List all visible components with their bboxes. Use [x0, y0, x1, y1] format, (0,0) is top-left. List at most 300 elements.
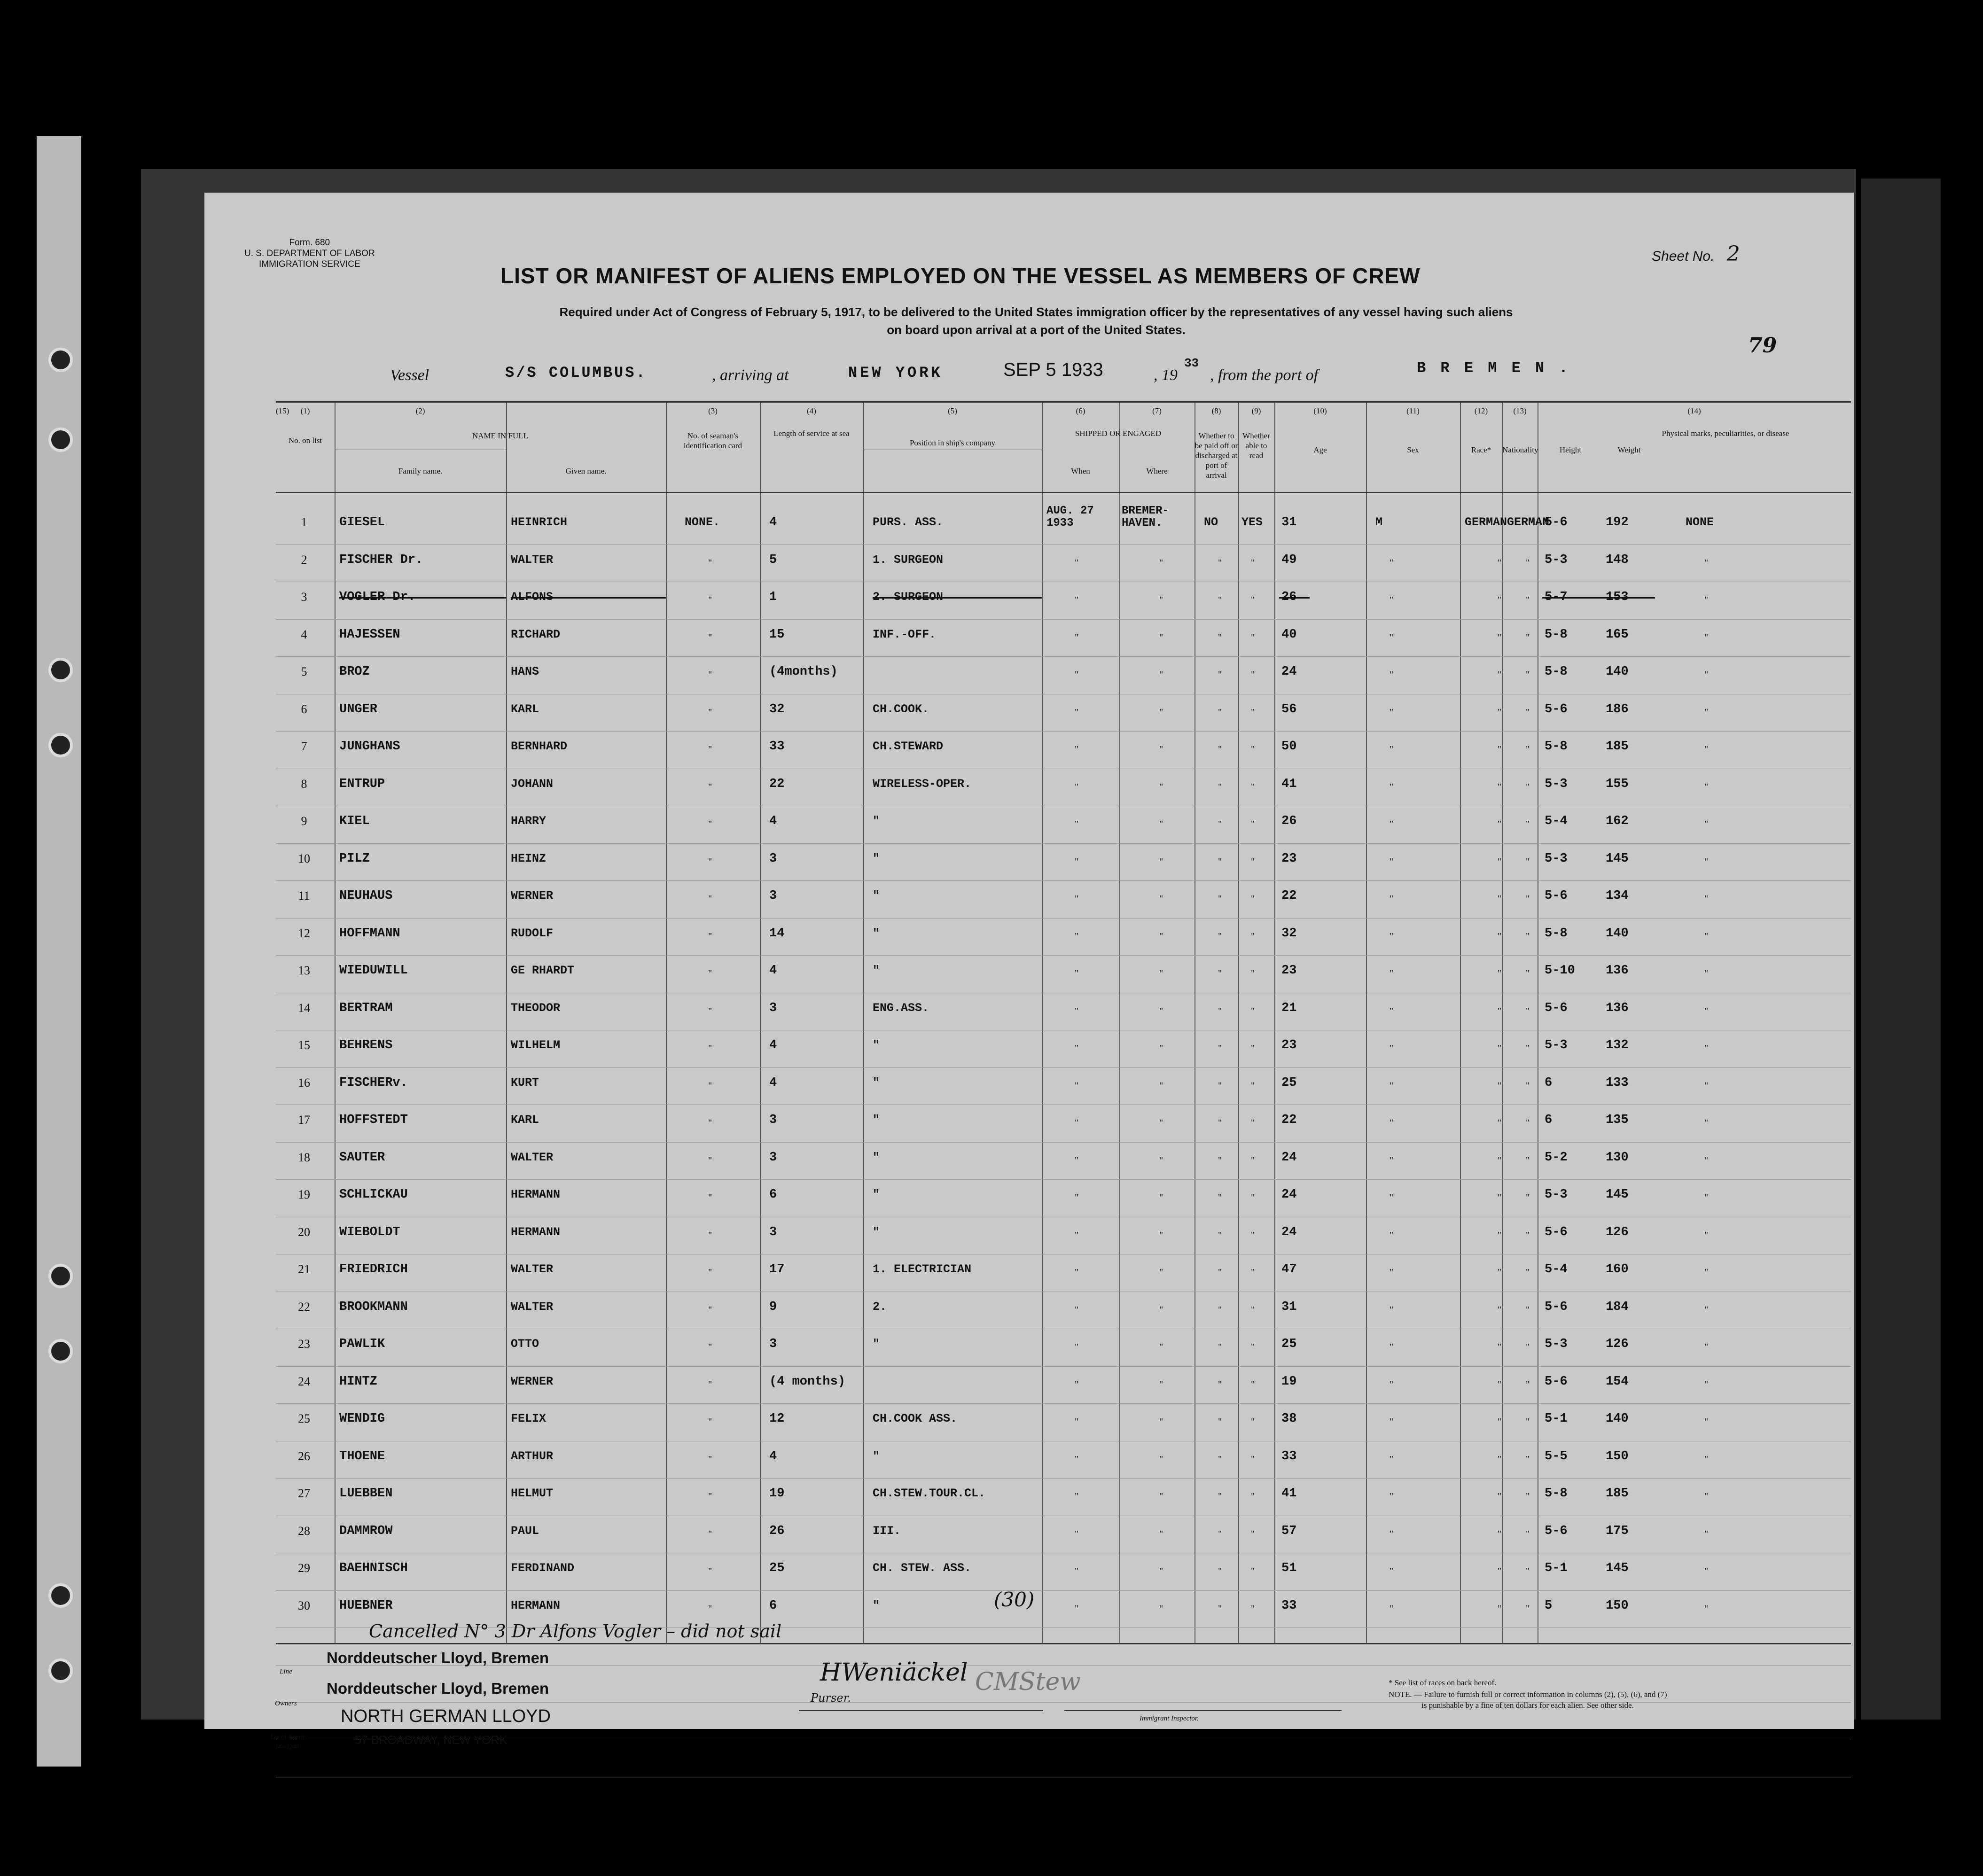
nationality-ditto: " — [1526, 1566, 1530, 1576]
arriving-label: , arriving at — [712, 366, 789, 384]
when-ditto: " — [1075, 1454, 1079, 1464]
weight: 133 — [1606, 1075, 1629, 1090]
family-name: GIESEL — [339, 515, 385, 529]
row-number: 3 — [301, 590, 307, 604]
height: 5-2 — [1545, 1150, 1568, 1165]
service-length: 3 — [769, 1113, 777, 1127]
when-ditto: " — [1075, 1118, 1079, 1128]
family-name: THOENE — [339, 1449, 385, 1463]
family-name: FRIEDRICH — [339, 1262, 408, 1277]
binder-strip — [37, 136, 81, 1767]
strike-through-line — [873, 597, 1042, 599]
service-length: (4months) — [769, 665, 838, 679]
physical-ditto: " — [1704, 968, 1709, 979]
nationality-ditto: " — [1526, 1417, 1530, 1427]
given-name: HERMANN — [511, 1225, 561, 1239]
given-name: HERMANN — [511, 1188, 561, 1201]
seaman-id-ditto: " — [708, 1454, 712, 1464]
seaman-id-ditto: " — [708, 1155, 712, 1166]
row-rule — [276, 918, 1851, 919]
seaman-id-ditto: " — [708, 856, 712, 867]
row-number: 4 — [301, 627, 307, 641]
read-ditto: " — [1251, 669, 1255, 680]
vessel-label: Vessel — [390, 366, 429, 384]
when-ditto: " — [1075, 1304, 1079, 1315]
age: 32 — [1281, 926, 1297, 941]
able-to-read: YES — [1241, 515, 1263, 529]
weight: 186 — [1606, 702, 1629, 716]
row-number: 6 — [301, 702, 307, 716]
row-rule — [276, 843, 1851, 844]
where-ditto: " — [1159, 1603, 1163, 1614]
read-ditto: " — [1251, 1118, 1255, 1128]
column-number: (10) — [1313, 406, 1327, 415]
read-ditto: " — [1251, 1566, 1255, 1576]
weight: 126 — [1606, 1225, 1629, 1239]
sex-ditto: " — [1390, 1005, 1394, 1016]
weight: 148 — [1606, 553, 1629, 567]
read-ditto: " — [1251, 1491, 1255, 1502]
race-ditto: " — [1498, 819, 1502, 829]
page-title: LIST OR MANIFEST OF ALIENS EMPLOYED ON THE VESSEL AS MEMBERS OF CREW — [500, 264, 1421, 288]
weight: 134 — [1606, 889, 1629, 903]
column-header-name: NAME IN FULL — [472, 431, 528, 440]
sex-ditto: " — [1390, 1379, 1394, 1390]
paid-off-ditto: " — [1218, 1118, 1222, 1128]
column-header-where: Where — [1146, 467, 1168, 475]
paid-off-ditto: " — [1218, 669, 1222, 680]
sex-ditto: " — [1390, 1454, 1394, 1464]
family-name: BROZ — [339, 665, 370, 679]
service-length: 6 — [769, 1188, 777, 1202]
column-divider — [1502, 403, 1503, 1643]
race-ditto: " — [1498, 1566, 1502, 1576]
age: 56 — [1281, 702, 1297, 716]
seaman-id-ditto: " — [708, 819, 712, 829]
given-name: OTTO — [511, 1337, 539, 1351]
family-name: HINTZ — [339, 1374, 378, 1389]
paid-off-ditto: " — [1218, 1043, 1222, 1053]
column-number: (6) — [1076, 406, 1085, 415]
binder-hole — [48, 658, 73, 682]
height: 6 — [1545, 1113, 1553, 1127]
family-name: WENDIG — [339, 1412, 385, 1426]
background-sheet-right — [1861, 179, 1941, 1720]
read-ditto: " — [1251, 856, 1255, 867]
when-ditto: " — [1075, 856, 1079, 867]
weight: 185 — [1606, 1487, 1629, 1501]
read-ditto: " — [1251, 632, 1255, 643]
service-length: 3 — [769, 1001, 777, 1015]
race: GERMAN — [1465, 515, 1507, 529]
page-subtitle — [355, 303, 1718, 339]
purser-signature: HWeniäckel — [820, 1658, 968, 1687]
given-name: GE RHARDT — [511, 964, 575, 977]
nationality-ditto: " — [1526, 669, 1530, 680]
strike-through-line — [339, 597, 506, 599]
weight: 160 — [1606, 1262, 1629, 1277]
when-ditto: " — [1075, 931, 1079, 942]
when-ditto: " — [1075, 894, 1079, 904]
read-ditto: " — [1251, 1005, 1255, 1016]
read-ditto: " — [1251, 1342, 1255, 1352]
height: 5-3 — [1545, 553, 1568, 567]
when-ditto: " — [1075, 669, 1079, 680]
family-name: KIEL — [339, 814, 370, 828]
read-ditto: " — [1251, 1267, 1255, 1277]
subtitle-line-2: on board upon arrival at a port of the United States. — [887, 323, 1186, 337]
sex-ditto: " — [1390, 1080, 1394, 1091]
where-ditto: " — [1159, 632, 1163, 643]
height: 5-6 — [1545, 515, 1568, 529]
given-name: WALTER — [511, 1300, 554, 1314]
age: 23 — [1281, 964, 1297, 978]
physical-ditto: " — [1704, 1528, 1709, 1539]
position: ENG.ASS. — [873, 1001, 929, 1015]
column-header-nationality: Nationality — [1502, 445, 1538, 454]
weight: 145 — [1606, 1561, 1629, 1575]
read-ditto: " — [1251, 707, 1255, 717]
seaman-id-ditto: " — [708, 1491, 712, 1502]
when-ditto: " — [1075, 1155, 1079, 1166]
crew-table — [276, 401, 1851, 1644]
where-ditto: " — [1159, 557, 1163, 568]
column-divider — [666, 403, 667, 1643]
column-header-age: Age — [1313, 445, 1327, 454]
paid-off-ditto: " — [1218, 1603, 1222, 1614]
height: 5-3 — [1545, 777, 1568, 791]
where-ditto: " — [1159, 819, 1163, 829]
service-length: 1 — [769, 590, 777, 604]
where-ditto: " — [1159, 1417, 1163, 1427]
age: 21 — [1281, 1001, 1297, 1015]
read-ditto: " — [1251, 931, 1255, 942]
weight: 165 — [1606, 627, 1629, 642]
paid-off-ditto: " — [1218, 931, 1222, 942]
column-header-sex: Sex — [1407, 445, 1419, 454]
column-header-weight: Weight — [1617, 445, 1641, 454]
age: 23 — [1281, 851, 1297, 866]
seaman-id-ditto: " — [708, 632, 712, 643]
age: 24 — [1281, 1225, 1297, 1239]
inspector-line — [1064, 1710, 1342, 1711]
seaman-id-ditto: " — [708, 1005, 712, 1016]
given-name: PAUL — [511, 1524, 539, 1538]
weight: 155 — [1606, 777, 1629, 791]
row-rule — [276, 731, 1851, 732]
row-number: 13 — [298, 964, 310, 977]
when-ditto: " — [1075, 1043, 1079, 1053]
position: " — [873, 1598, 880, 1612]
given-name: WERNER — [511, 889, 554, 903]
height: 5-3 — [1545, 1038, 1568, 1052]
when-ditto: " — [1075, 968, 1079, 979]
row-number: 29 — [298, 1561, 310, 1575]
column-divider — [506, 403, 507, 1643]
service-length: 3 — [769, 851, 777, 866]
sex-ditto: " — [1390, 1230, 1394, 1240]
position: WIRELESS-OPER. — [873, 777, 972, 791]
seaman-id-ditto: " — [708, 1528, 712, 1539]
sex-ditto: " — [1390, 968, 1394, 979]
nationality-ditto: " — [1526, 595, 1530, 605]
paid-off-ditto: " — [1218, 1491, 1222, 1502]
row-number: 20 — [298, 1225, 310, 1239]
weight: 126 — [1606, 1337, 1629, 1351]
height: 5-4 — [1545, 814, 1568, 828]
age: 50 — [1281, 740, 1297, 754]
column-header-given: Given name. — [565, 467, 607, 475]
row-number: 5 — [301, 665, 307, 678]
where-ditto: " — [1159, 1491, 1163, 1502]
nationality-ditto: " — [1526, 744, 1530, 755]
row-number: 1 — [301, 515, 307, 529]
row-number: 9 — [301, 814, 307, 828]
sex-ditto: " — [1390, 1491, 1394, 1502]
seaman-id-ditto: " — [708, 1566, 712, 1576]
age: 49 — [1281, 553, 1297, 567]
where-ditto: " — [1159, 1155, 1163, 1166]
nationality-ditto: " — [1526, 1454, 1530, 1464]
nationality-ditto: " — [1526, 1192, 1530, 1203]
service-length: 17 — [769, 1262, 785, 1277]
service-length: 3 — [769, 1150, 777, 1165]
age: 25 — [1281, 1337, 1297, 1351]
sex-ditto: " — [1390, 1155, 1394, 1166]
family-name: HOFFMANN — [339, 926, 400, 941]
row-number: 14 — [298, 1001, 310, 1015]
weight: 145 — [1606, 1188, 1629, 1202]
paid-off-ditto: " — [1218, 1230, 1222, 1240]
sex-ditto: " — [1390, 1267, 1394, 1277]
read-ditto: " — [1251, 744, 1255, 755]
paid-off-ditto: " — [1218, 819, 1222, 829]
row-number: 7 — [301, 740, 307, 753]
year-value: 33 — [1184, 356, 1199, 370]
weight: 154 — [1606, 1374, 1629, 1389]
paid-off-ditto: " — [1218, 632, 1222, 643]
race-ditto: " — [1498, 1304, 1502, 1315]
column-header-race: Race* — [1471, 445, 1491, 454]
vessel-name: S/S COLUMBUS. — [505, 364, 647, 381]
purser-title: Purser. — [811, 1691, 851, 1705]
row-number: 16 — [298, 1075, 310, 1090]
when-ditto: " — [1075, 1005, 1079, 1016]
where-ditto: " — [1159, 1230, 1163, 1240]
seaman-id-ditto: " — [708, 1043, 712, 1053]
height: 5-8 — [1545, 926, 1568, 941]
height: 5-8 — [1545, 740, 1568, 754]
paid-off-ditto: " — [1218, 1155, 1222, 1166]
height: 5-6 — [1545, 889, 1568, 903]
race-ditto: " — [1498, 744, 1502, 755]
physical-ditto: " — [1704, 1342, 1709, 1352]
family-name: UNGER — [339, 702, 378, 716]
seaman-id-ditto: " — [708, 894, 712, 904]
agents-name: NORTH GERMAN LLOYD — [341, 1706, 551, 1726]
age: 38 — [1281, 1412, 1297, 1426]
service-length: 5 — [769, 553, 777, 567]
height: 5-6 — [1545, 1225, 1568, 1239]
given-name: RICHARD — [511, 627, 561, 641]
family-name: BAEHNISCH — [339, 1561, 408, 1575]
seaman-id-ditto: " — [708, 1118, 712, 1128]
given-name: KARL — [511, 702, 539, 716]
height: 5-6 — [1545, 1374, 1568, 1389]
form-identifier — [244, 237, 375, 270]
sex-ditto: " — [1390, 894, 1394, 904]
paid-off-ditto: " — [1218, 557, 1222, 568]
family-name: BERTRAM — [339, 1001, 393, 1015]
family-name: FISCHER Dr. — [339, 553, 423, 567]
paid-off-ditto: " — [1218, 968, 1222, 979]
height: 5-8 — [1545, 665, 1568, 679]
sex-ditto: " — [1390, 707, 1394, 717]
age: 24 — [1281, 1150, 1297, 1165]
row-rule — [276, 1142, 1851, 1143]
row-rule — [276, 955, 1851, 956]
service-length: 26 — [769, 1524, 785, 1538]
weight: 145 — [1606, 851, 1629, 866]
column-number: (12) — [1474, 406, 1488, 415]
strike-through-line — [1279, 597, 1310, 599]
sheet-number-label — [1652, 242, 1740, 266]
race-ditto: " — [1498, 781, 1502, 792]
seaman-id-ditto: " — [708, 931, 712, 942]
seaman-id-ditto: " — [708, 744, 712, 755]
paid-off-ditto: " — [1218, 1379, 1222, 1390]
nationality-ditto: " — [1526, 1267, 1530, 1277]
family-name: FISCHERv. — [339, 1075, 408, 1090]
age: 41 — [1281, 777, 1297, 791]
read-ditto: " — [1251, 1080, 1255, 1091]
binder-hole — [48, 1339, 73, 1363]
given-name: HEINRICH — [511, 515, 568, 529]
subtitle-line-1: Required under Act of Congress of February 5, 1917, to be delivered to the United States immigration officer by the representatives of any vessel having such aliens — [559, 305, 1513, 319]
age: 40 — [1281, 627, 1297, 642]
column-number: (1) — [300, 406, 310, 415]
height: 5-1 — [1545, 1561, 1568, 1575]
nationality-ditto: " — [1526, 1379, 1530, 1390]
seaman-id: NONE. — [685, 515, 720, 529]
column-divider — [1460, 403, 1461, 1643]
nationality-ditto: " — [1526, 1005, 1530, 1016]
height: 5-6 — [1545, 702, 1568, 716]
row-number: 17 — [298, 1113, 310, 1127]
age: 31 — [1281, 1300, 1297, 1314]
binder-hole — [48, 1264, 73, 1288]
position: CH.COOK ASS. — [873, 1412, 958, 1425]
sex-ditto: " — [1390, 1528, 1394, 1539]
column-divider — [760, 403, 761, 1643]
agents-address: 57 BROADWAY, NEW YORK — [355, 1734, 507, 1747]
column-header-no: No. on list — [288, 436, 322, 445]
row-rule — [276, 1590, 1851, 1591]
weight: 162 — [1606, 814, 1629, 828]
race-ditto: " — [1498, 669, 1502, 680]
service-length: 6 — [769, 1598, 777, 1613]
family-name: JUNGHANS — [339, 740, 400, 754]
age: 51 — [1281, 1561, 1297, 1575]
read-ditto: " — [1251, 557, 1255, 568]
when-ditto: " — [1075, 1566, 1079, 1576]
strike-through-line — [511, 597, 666, 599]
height: 5-4 — [1545, 1262, 1568, 1277]
weight: 184 — [1606, 1300, 1629, 1314]
family-name: PILZ — [339, 851, 370, 866]
shipped-when: AUG. 27 1933 — [1046, 505, 1094, 529]
given-name: HELMUT — [511, 1487, 554, 1500]
service-name: IMMIGRATION SERVICE — [258, 259, 360, 269]
row-rule — [276, 1403, 1851, 1404]
seaman-id-ditto: " — [708, 1379, 712, 1390]
row-number: 26 — [298, 1449, 310, 1463]
physical-ditto: " — [1704, 1304, 1709, 1315]
given-name: WILHELM — [511, 1038, 561, 1052]
when-ditto: " — [1075, 781, 1079, 792]
family-name: PAWLIK — [339, 1337, 385, 1351]
given-name: FELIX — [511, 1412, 546, 1425]
given-name: WALTER — [511, 553, 554, 567]
where-ditto: " — [1159, 894, 1163, 904]
arriving-port: NEW YORK — [848, 364, 943, 381]
sex-ditto: " — [1390, 744, 1394, 755]
when-ditto: " — [1075, 1192, 1079, 1203]
seaman-id-ditto: " — [708, 1342, 712, 1352]
row-number: 25 — [298, 1412, 310, 1425]
sex-ditto: " — [1390, 1417, 1394, 1427]
age: 33 — [1281, 1598, 1297, 1613]
paid-off-ditto: " — [1218, 1342, 1222, 1352]
seaman-id-ditto: " — [708, 781, 712, 792]
physical-ditto: " — [1704, 1118, 1709, 1128]
service-length: 3 — [769, 1225, 777, 1239]
column-header-physical: Physical marks, peculiarities, or disease — [1662, 429, 1789, 438]
physical-ditto: " — [1704, 595, 1709, 605]
nationality-ditto: " — [1526, 856, 1530, 867]
column-number: (3) — [708, 406, 718, 415]
nationality: GERMAN — [1507, 515, 1550, 529]
age: 26 — [1281, 814, 1297, 828]
row-rule — [276, 1478, 1851, 1479]
age: 57 — [1281, 1524, 1297, 1538]
sex-ditto: " — [1390, 1304, 1394, 1315]
service-length: 12 — [769, 1412, 785, 1426]
read-ditto: " — [1251, 1528, 1255, 1539]
physical-ditto: " — [1704, 632, 1709, 643]
weight: 136 — [1606, 964, 1629, 978]
paid-off: NO — [1204, 515, 1218, 529]
row-number: 30 — [298, 1598, 310, 1612]
nationality-ditto: " — [1526, 1342, 1530, 1352]
weight: 153 — [1606, 590, 1629, 604]
paid-off-ditto: " — [1218, 707, 1222, 717]
when-ditto: " — [1075, 595, 1079, 605]
where-ditto: " — [1159, 1304, 1163, 1315]
sex-ditto: " — [1390, 931, 1394, 942]
age: 47 — [1281, 1262, 1297, 1277]
where-ditto: " — [1159, 1043, 1163, 1053]
column-divider — [1042, 403, 1043, 1643]
age: 24 — [1281, 665, 1297, 679]
row-number: 12 — [298, 926, 310, 940]
service-length: 4 — [769, 515, 777, 529]
nationality-ditto: " — [1526, 968, 1530, 979]
weight: 175 — [1606, 1524, 1629, 1538]
position: CH.STEW.TOUR.CL. — [873, 1487, 986, 1500]
weight: 185 — [1606, 740, 1629, 754]
paid-off-ditto: " — [1218, 1566, 1222, 1576]
